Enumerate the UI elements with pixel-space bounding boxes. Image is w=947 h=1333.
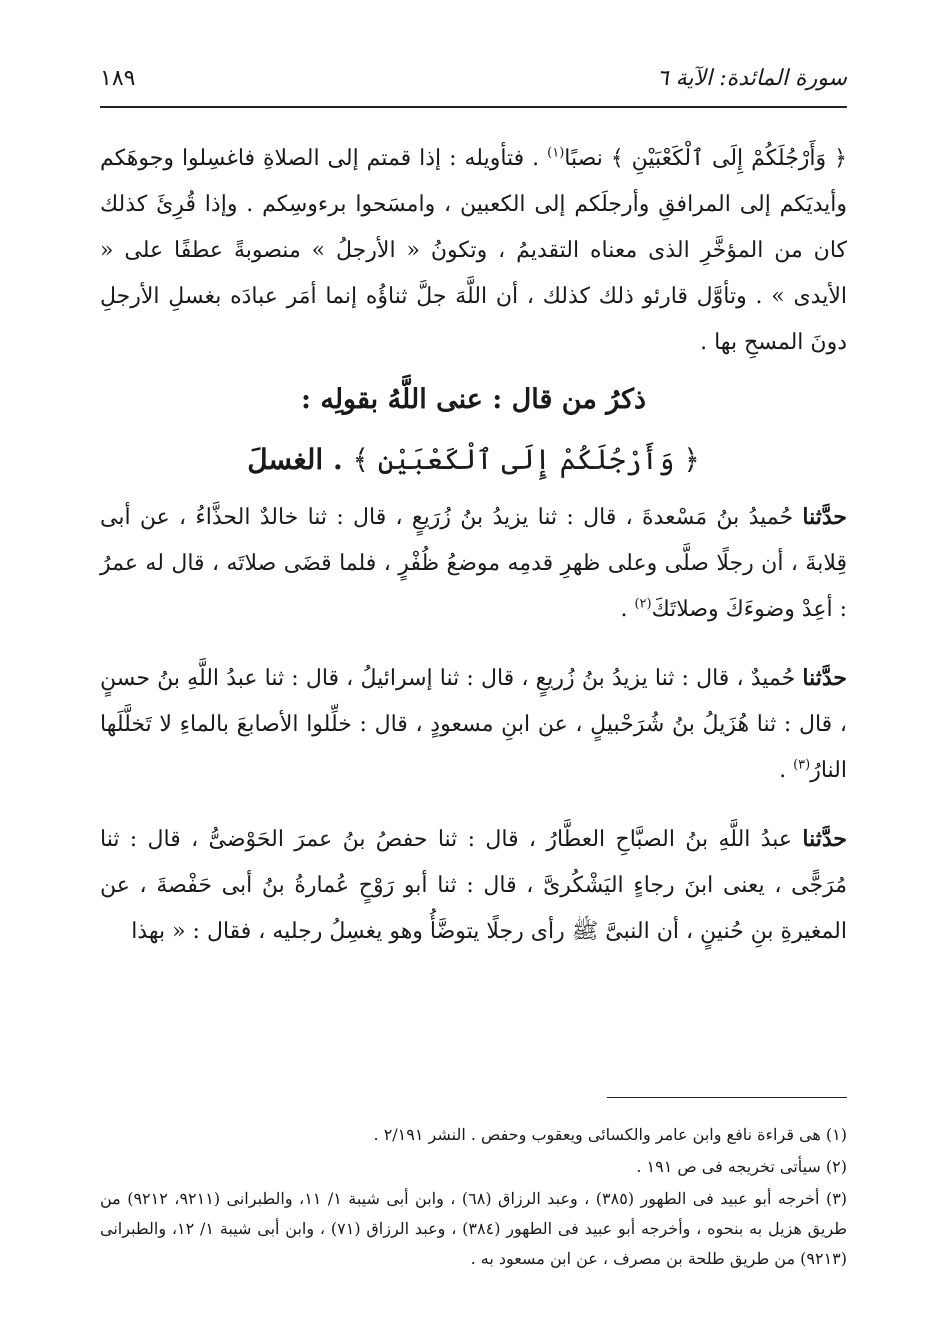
- section-heading: ذكرُ من قال : عنى اللَّهُ بقولِه :: [300, 384, 646, 415]
- header-rule: [100, 106, 847, 108]
- paragraph-commentary-opening: ﴿ وَأَرْجُلَكُمْ إِلَى ٱلْكَعْبَيْنِ ﴾ نصبًا: [564, 146, 848, 171]
- hadith-3-text: عبدُ اللَّهِ بنُ الصبَّاحِ العطَّارُ ، قال : ثنا حفصُ بنُ عمرَ الحَوْضىُّ ، قال : ثنا مُرَجًّى ، يعنى ابنَ رجاءٍ اليَشْكُرىَّ ، قال : ثنا أبو رَوْحٍ عُمارةُ بنُ أبى حَفْصةَ ، عن المغيرةِ بنِ حُنينٍ ، أن النبىَّ ﷺ رأى رجلًا يتوضَّأُ وهو يغسِلُ رجليه ، فقال : « بهذا: [100, 827, 847, 944]
- section-subheading: [100, 440, 847, 480]
- footnote-rule: [607, 1097, 847, 1098]
- footnote-3: (٣) أخرجه أبو عبيد فى الطهور (٣٨٥) ، وعبد الرزاق (٦٨) ، وابن أبى شيبة ١/ ١١، والطبرانى (٩٢١١، ٩٢١٢) من طريق هزيل به بنحوه ، وأخرجه أبو عبيد فى الطهور (٣٨٤) ، وعبد الرزاق (٧١) ، وابن أبى شيبة ١/ ١٢، والطبرانى (٩٢١٣) من طريق طلحة بن مصرف ، عن ابن مسعود به .: [100, 1189, 848, 1268]
- section-subheading-text: . الغسلَ: [247, 443, 353, 476]
- page-header: [100, 58, 847, 98]
- hadith-3-lead: حدَّثنا: [802, 826, 847, 852]
- hadith-1: [100, 494, 847, 633]
- footnote-2: (٢) سيأتى تخريجه فى ص ١٩١ .: [636, 1157, 847, 1176]
- hadith-1-text: حُميدُ بنُ مَسْعدةَ ، قال : ثنا يزيدُ بنُ زُرَيعٍ ، قال : ثنا خالدٌ الحذَّاءُ ، عن أبى قِلابةَ ، أن رجلًا صلَّى وعلى ظهرِ قدمِه موضعُ ظُفْرٍ ، فلما قضَى صلاتَه ، قال له عمرُ : أعِدْ وضوءَكَ وصلاتَكَ: [100, 505, 847, 622]
- paragraph-commentary-text: . فتأويله : إذا قمتم إلى الصلاةِ فاغسِلوا وجوهَكم وأيديَكم إلى المرافقِ وأرجلَكم إلى الكعبين ، وامسَحوا برءوسِكم . وإذا قُرِئَ كذلك كان من المؤخَّرِ الذى معناه التقديمُ ، وتكونُ « الأرجلُ » منصوبةً عطفًا على « الأيدى » . وتأوَّل قارئو ذلك كذلك ، أن اللَّهَ جلَّ ثناؤُه إنما أمَر عبادَه بغسلِ الأرجلِ دونَ المسحِ بها .: [100, 146, 847, 355]
- paragraph-commentary: [100, 136, 847, 366]
- hadith-2-end: .: [779, 758, 794, 783]
- footnotes: [100, 1120, 847, 1276]
- hadith-3: [100, 816, 847, 955]
- hadith-2-lead: حدَّثنا: [802, 665, 847, 691]
- footnote-ref-2: (٢): [634, 596, 652, 612]
- hadith-1-lead: حدَّثنا: [802, 504, 847, 530]
- hadith-2: [100, 655, 847, 794]
- quran-verse: ﴿ وَأَرْجُلَكُمْ إِلَى ٱلْكَعْبَيْنِ ﴾: [352, 443, 700, 476]
- footnote-1: (١) هى قراءة نافع وابن عامر والكسائى ويعقوب وحفص . النشر ٢/١٩١ .: [373, 1125, 847, 1144]
- running-title: سورة المائدة: الآية ٦: [656, 65, 847, 91]
- main-text: [100, 136, 847, 977]
- page-number: ١٨٩: [100, 65, 136, 91]
- footnote-ref-3: (٣): [793, 757, 811, 773]
- hadith-1-end: .: [620, 597, 635, 622]
- footnote-ref-1: (١): [547, 145, 565, 161]
- hadith-2-text: حُميدٌ ، قال : ثنا يزيدُ بنُ زُريعٍ ، قال : ثنا إسرائيلُ ، قال : ثنا عبدُ اللَّهِ بنُ حسنٍ ، قال : ثنا هُزَيلُ بنُ شُرَحْبيلٍ ، عن ابنِ مسعودٍ ، قال : خلِّلوا الأصابعَ بالماءِ لا تَخلَّلَها النارُ: [100, 666, 847, 783]
